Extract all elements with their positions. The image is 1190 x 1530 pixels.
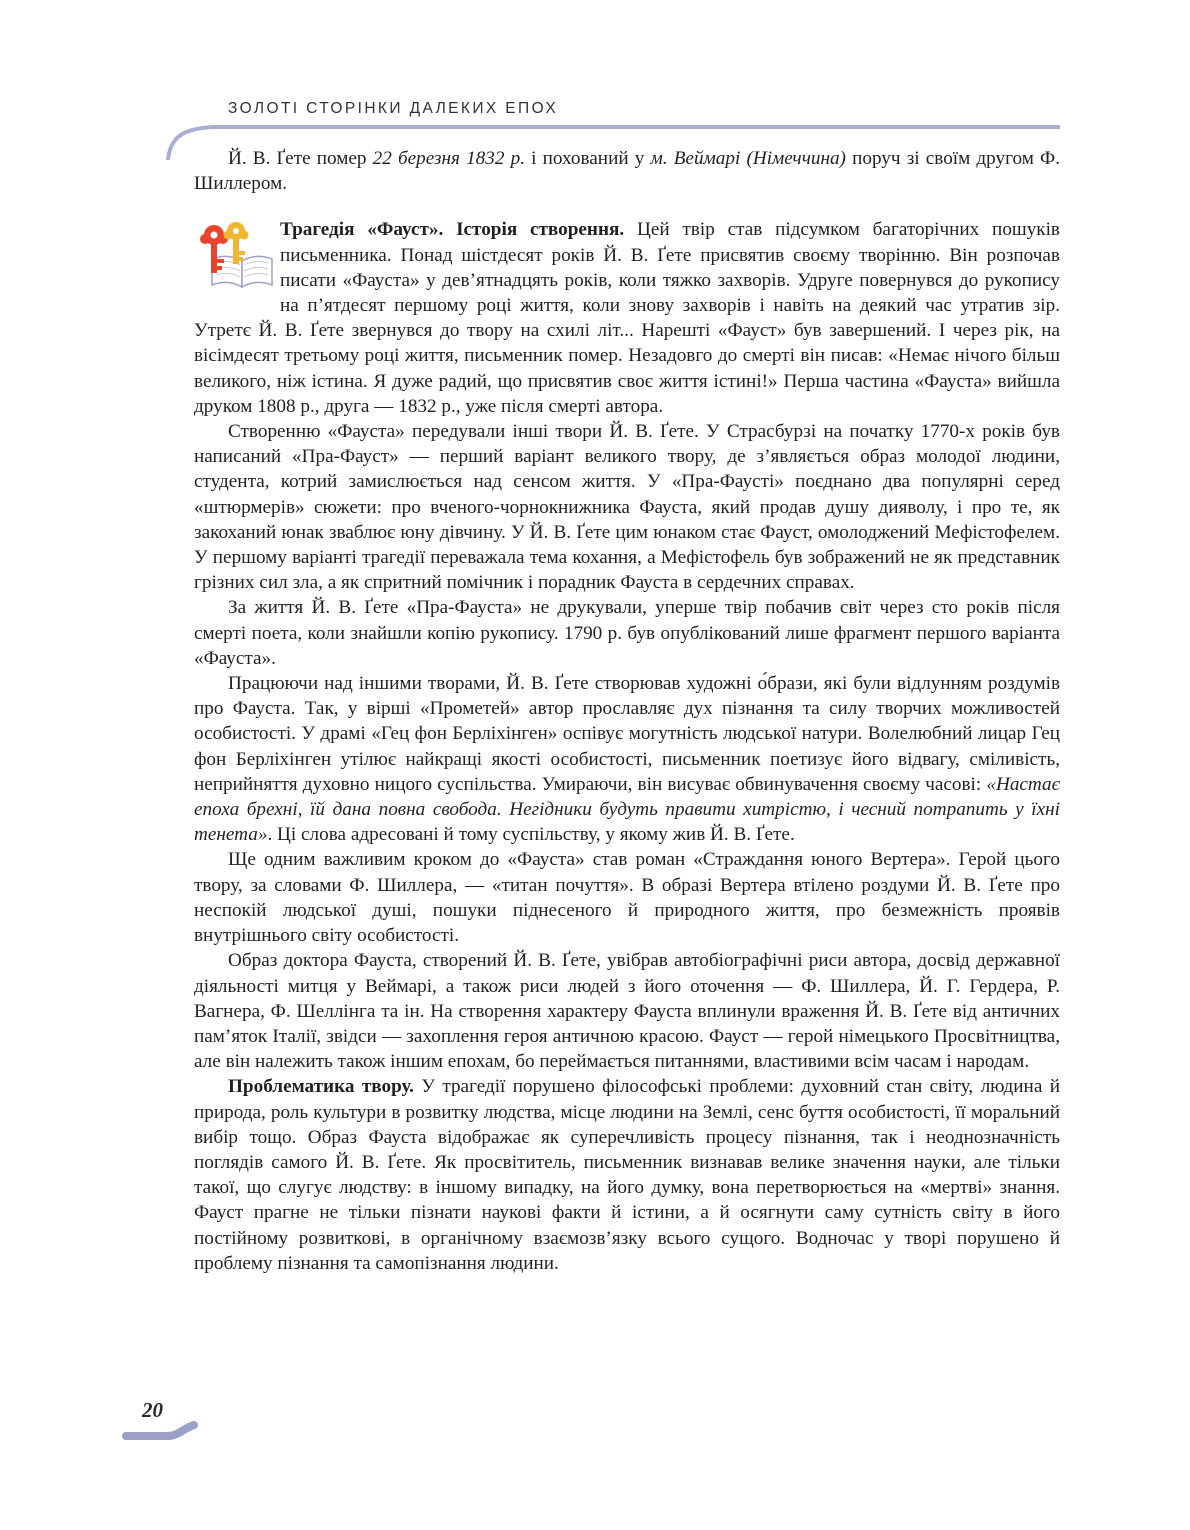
paragraph-goethe-death: Й. В. Ґете помер 22 березня 1832 р. і похований у м. Веймарі (Німеччина) поруч зі своїм другом Ф. Шиллером. — [194, 148, 1060, 195]
page-number: 20 — [142, 1398, 163, 1422]
section-heading-faust: Трагедія «Фауст». Історія створення. — [280, 219, 625, 241]
paragraph-publication: За життя Й. В. Ґете «Пра-Фауста» не друкували, уперше твір побачив світ через сто років після смерті поета, коли знайшли копію рукопису. 1790 р. був опублікований лише фрагмент першого варіанта «Фауста». — [194, 597, 1060, 669]
section-heading-problems: Проблематика твору. — [228, 1076, 414, 1098]
goetz-quote: «Настає епоха брехні, їй дана повна свобода. Негідники будуть правити хитрістю, і чесний потрапить у їхні тенета» — [194, 773, 1060, 846]
page-body — [194, 146, 1060, 1276]
paragraph-faust-history: Трагедія «Фауст». Історія створення. Цей твір став підсумком багаторічних пошуків письменника. Понад шістдесят років Й. В. Ґете присвятив своєму творінню. Він розпочав писати «Фауста» у дев’ятнадцять років, коли тяжко захворів. Удруге повернувся до рукопису на п’ятдесят першому році життя, коли знову захворів і навіть на деякий час утратив зір. Утретє Й. В. Ґете звернувся до твору на схилі літ... Нарешті «Фауст» був завершений. І через рік, на вісімдесят третьому році життя, письменник помер. Незадовго до смерті він писав: «Немає нічого більш великого, ніж істина. Я дуже радий, що присвятив своє життя істині!» Перша частина «Фауста» вийшла друком 1808 р., друга — 1832 р., уже після смерті автора. — [194, 219, 1060, 417]
paragraph-ur-faust: Створенню «Фауста» передували інші твори Й. В. Ґете. У Страсбурзі на початку 1770-х років був написаний «Пра-Фауст» — перший варіант великого твору, де з’являється образ молодої людини, студента, котрий замислюється над сенсом життя. У «Пра-Фаусті» поєднано два популярні серед «штюрмерів» сюжети: про вченого-чорнокнижника Фауста, який продав душу дияволу, і про те, як закоханий юнак зваблює юну дівчину. У Й. В. Ґете цим юнаком стає Фауст, омолоджений Мефістофелем. У першому варіанті трагедії переважала тема кохання, а Мефістофель був зображений не як представник грізних сил зла, а як спритний помічник і порадник Фауста в сердечних справах. — [194, 421, 1060, 594]
paragraph-werther: Ще одним важливим кроком до «Фауста» став роман «Страждання юного Вертера». Герой цього твору, за словами Ф. Шиллера, — «титан почуття». В образі Вертера втілено роздуми Й. В. Ґете про неспокій людської душі, пошуки піднесеного й природного життя, про безмежність проявів внутрішнього світу особистості. — [194, 849, 1060, 947]
header-rule — [0, 0, 1190, 160]
paragraph-problems: Проблематика твору. У трагедії порушено філософські проблеми: духовний стан світу, людина й природа, роль культури в розвитку людства, місце людини на Землі, сенс буття особистості, її моральний вибір тощо. Образ Фауста відображає як суперечливість процесу пізнання, так і неоднозначність поглядів самого Й. В. Ґете. Як просвітитель, письменник визнавав велике значення науки, але тільки такої, що слугує людству: в іншому випадку, на його думку, вона перетворюється на «мертві» знання. Фауст прагне не тільки пізнати наукові факти й істини, а й осягнути саму сутність світу в його постійному розвиткові, в органічному взаємозв’язку всього сущого. Водночас у творі порушено й проблему пізнання та самопізнання людини. — [194, 1076, 1060, 1274]
running-title: ЗОЛОТІ СТОРІНКИ ДАЛЕКИХ ЕПОХ — [228, 100, 559, 117]
paragraph-other-works: Працюючи над іншими творами, Й. В. Ґете створював художні о́брази, які були відлунням роздумів про Фауста. Так, у вірші «Прометей» автор прославляє дух пізнання та силу творчих можливостей особистості. У драмі «Гец фон Берліхінген» оспівує могутність людської натури. Волелюбний лицар Гец фон Берліхінген утілює найкращі якості особистості, письменник поетизує його відвагу, сміливість, неприйняття духовно ницого суспільства. Умираючи, він висуває обвинувачення своєму часові: «Настає епоха брехні, їй дана повна свобода. Негідники будуть правити хитрістю, і чесний потрапить у їхні тенета». Ці слова адресовані й тому суспільству, у якому жив Й. В. Ґете. — [194, 673, 1060, 846]
keys-book-icon — [194, 219, 280, 295]
paragraph-faust-image: Образ доктора Фауста, створений Й. В. Ґете, увібрав автобіографічні риси автора, досвід державної діяльності митця у Веймарі, а також риси людей з його оточення — Ф. Шиллера, Й. Г. Гердера, Р. Вагнера, Ф. Шеллінга та ін. На створення характеру Фауста вплинули враження Й. В. Ґете від античних пам’яток Італії, звідси — захоплення героя античною красою. Фауст — герой німецького Просвітництва, але він належить також іншим епохам, бо переймається питаннями, властивими всім часам і народам. — [194, 950, 1060, 1073]
